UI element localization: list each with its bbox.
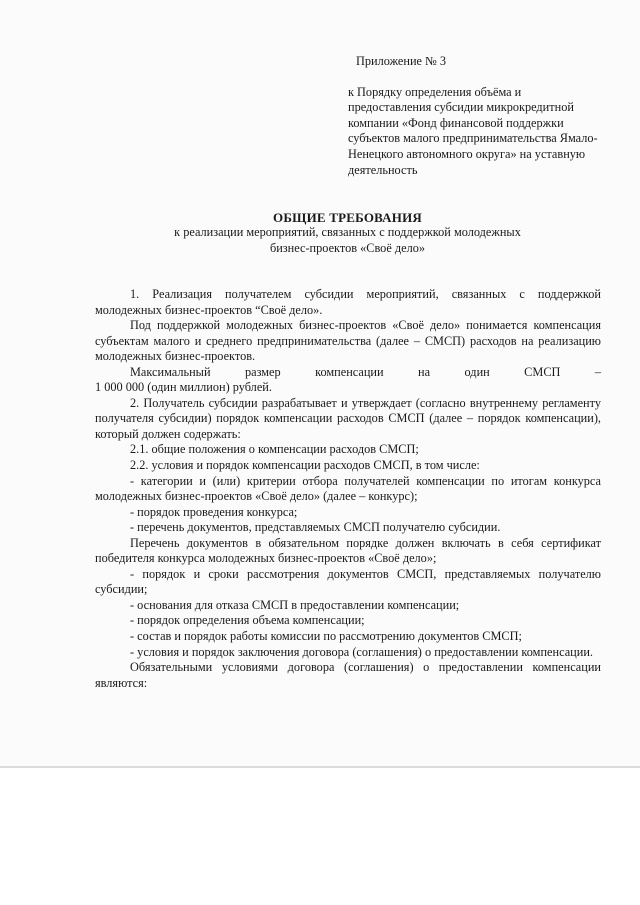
paragraph-7: 2.2. условия и порядок компенсации расходов СМСП, в том числе:	[130, 458, 480, 473]
paragraph-15: - состав и порядок работы комиссии по рассмотрению документов СМСП;	[130, 629, 522, 644]
paragraph-5: 2. Получатель субсидии разрабатывает и утверждает (согласно внутреннему регламенту получателя субсидии) порядок компенсации расходов СМСП (далее – порядок компенсации), который должен содержать:	[95, 395, 601, 441]
scan-edge	[0, 766, 640, 768]
paragraph-2: Под поддержкой молодежных бизнес-проектов «Своё дело» понимается компенсация субъектам малого и среднего предпринимательства (далее – СМСП) расходов на реализацию молодежных бизнес-проектов.	[95, 318, 601, 364]
paragraph-1: 1. Реализация получателем субсидии мероприятий, связанных с поддержкой молодежных бизнес-проектов “Своё дело».	[95, 287, 601, 317]
paragraph-12: - порядок и сроки рассмотрения документов СМСП, представляемых получателю субсидии;	[95, 566, 601, 597]
paragraph-11: Перечень документов в обязательном порядке должен включать в себя сертификат победителя конкурса молодежных бизнес-проектов «Своё дело»;	[95, 535, 601, 566]
paragraph-14: - порядок определения объема компенсации;	[130, 613, 365, 628]
paragraph-16: - условия и порядок заключения договора (соглашения) о предоставлении компенсации.	[130, 644, 593, 659]
document-subtitle-line-2: бизнес-проектов «Своё дело»	[269, 240, 426, 255]
document-subtitle-line-1: к реализации мероприятий, связанных с поддержкой молодежных	[174, 225, 521, 240]
paragraph-10: - перечень документов, представляемых СМСП получателю субсидии.	[130, 520, 501, 535]
paragraph-13: - основания для отказа СМСП в предоставлении компенсации;	[130, 597, 460, 612]
appendix-header	[348, 54, 598, 178]
appendix-number: Приложение № 3	[356, 54, 447, 68]
paragraph-3: Максимальный размер компенсации на один СМСП –	[130, 364, 601, 379]
paragraph-9: - порядок проведения конкурса;	[130, 504, 298, 519]
paragraph-6: 2.1. общие положения о компенсации расходов СМСП;	[130, 442, 419, 457]
document-title: ОБЩИЕ ТРЕБОВАНИЯ	[273, 210, 422, 225]
paragraph-17: Обязательными условиями договора (соглашения) о предоставлении компенсации являются:	[95, 660, 601, 690]
paragraph-8: - категории и (или) критерии отбора получателей компенсации по итогам конкурса молодежных бизнес-проектов «Своё дело» (далее – конкурс);	[95, 473, 601, 504]
document-title-block	[95, 210, 600, 256]
paragraph-4: 1 000 000 (один миллион) рублей.	[95, 380, 272, 395]
document-body	[95, 287, 601, 691]
appendix-description: к Порядку определения объёма и предоставления субсидии микрокредитной компании «Фонд финансовой поддержки субъектов малого предпринимательства Ямало-Ненецкого автономного округа» на уставную деятельность	[348, 84, 598, 177]
